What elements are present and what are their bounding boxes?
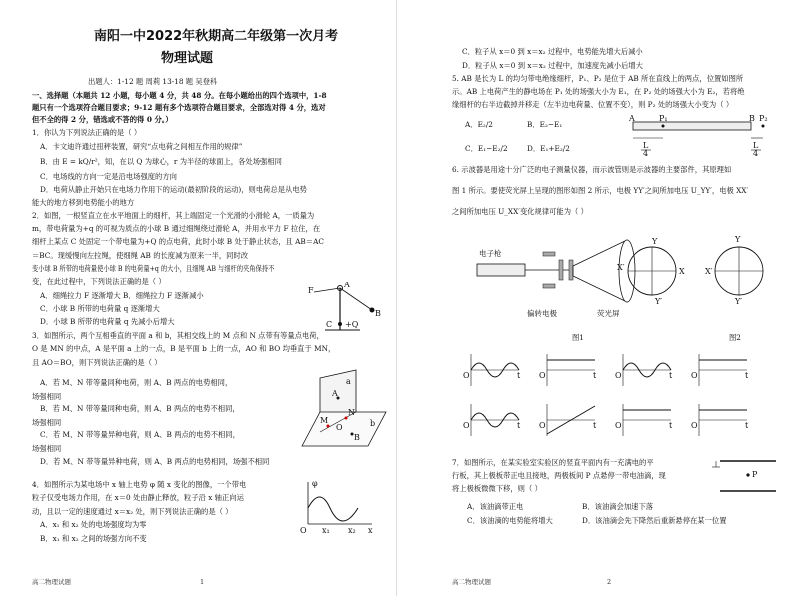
svg-text:A: A bbox=[344, 282, 350, 289]
section-1-line-3: 但不全的得 2 分，错选或不答的得 0 分。） bbox=[32, 115, 173, 124]
svg-text:O: O bbox=[615, 421, 622, 430]
svg-text:t: t bbox=[669, 371, 673, 380]
q3-option-c: C．若 M、N 带等量异种电荷，则 A、B 两点的电势不相同， bbox=[40, 430, 240, 439]
svg-text:B: B bbox=[354, 433, 360, 442]
q6-line-2: 图 1 所示。要使荧光屏上呈现的图形如图 2 所示，电极 YY′之间所加电压 U_YY′，电极 XX′ bbox=[452, 186, 749, 195]
q6-answer-graphs bbox=[459, 350, 769, 450]
svg-text:Y′: Y′ bbox=[735, 297, 743, 306]
q3-option-c-cont: 场强相同 bbox=[32, 444, 62, 453]
q4-option-d: D．粒子从 x＝0 到 x＝x₂ 过程中，加速度先减小后增大 bbox=[462, 61, 643, 70]
q5-option-b: B．E₂−E₁ bbox=[527, 120, 563, 129]
svg-text:4: 4 bbox=[753, 149, 759, 158]
svg-text:b: b bbox=[370, 419, 376, 428]
svg-text:F: F bbox=[308, 286, 314, 295]
q3-figure bbox=[290, 368, 390, 458]
q3-option-d: D．若 M、N 带等量异种电荷，则 A、B 两点的电势相同，场强不相同 bbox=[40, 457, 270, 466]
graph-d-uxx bbox=[691, 404, 749, 436]
q4-option-c: C．粒子从 x＝0 到 x＝x₂ 过程中，电势能先增大后减小 bbox=[462, 47, 643, 56]
q7-option-b: B．该油滴会加速下落 bbox=[582, 502, 654, 511]
svg-text:N: N bbox=[348, 408, 355, 417]
q5-figure bbox=[627, 114, 772, 158]
section-1-line-2: 题只有一个选项符合题目要求；9-12 题有多个选项符合题目要求，全部选对得 4 分，选对 bbox=[32, 103, 326, 112]
footer-label: 高二物理试题 bbox=[452, 578, 491, 586]
svg-text:t: t bbox=[593, 371, 597, 380]
author-line: 出题人：1-12 题 周莉 13-18 题 吴登科 bbox=[88, 77, 218, 86]
fig1-screen-label: 荧光屏 bbox=[597, 309, 620, 318]
svg-text:x₂: x₂ bbox=[348, 526, 356, 535]
svg-text:+Q: +Q bbox=[345, 320, 359, 329]
q1-option-d: D．电荷从静止开始只在电场力作用下的运动(最初阶段的运动)，则电荷总是从电势 bbox=[40, 185, 307, 194]
svg-text:B: B bbox=[749, 114, 755, 123]
svg-text:O: O bbox=[336, 423, 343, 432]
q2-line-1: 2．如图，一根竖直立在水平地面上的细杆，其上端固定一个光滑的小滑轮 A，一质量为 bbox=[32, 211, 315, 220]
svg-text:X: X bbox=[679, 267, 685, 276]
q4-option-a: A．x₁ 和 x₂ 处的电场强度均为零 bbox=[40, 520, 147, 529]
q3-option-b-cont: 场强相同 bbox=[32, 418, 62, 427]
fig1-gun-label: 电子枪 bbox=[479, 249, 502, 258]
svg-text:B: B bbox=[375, 309, 381, 318]
svg-text:a: a bbox=[346, 377, 351, 386]
q2-line-5: 变小球 B 所带的电荷量使小球 B 的电荷量+q 的大小，且细绳 AB 与细杆的夹角保持不 bbox=[32, 264, 275, 273]
svg-text:x: x bbox=[368, 526, 373, 535]
svg-text:X′: X′ bbox=[617, 263, 625, 272]
svg-text:t: t bbox=[517, 371, 521, 380]
q3-option-b: B．若 M、N 带等量同种电荷，则 A、B 两点的电势不相同， bbox=[40, 404, 240, 413]
svg-text:X′: X′ bbox=[705, 267, 713, 276]
svg-text:P: P bbox=[752, 470, 758, 479]
q5-option-d: D．E₁+E₂/2 bbox=[527, 144, 570, 153]
fig1-plates-label: 偏转电极 bbox=[527, 309, 557, 318]
exam-page-2 bbox=[397, 0, 794, 596]
svg-text:O: O bbox=[691, 371, 698, 380]
q3-option-a-cont: 场强相同 bbox=[32, 392, 62, 401]
graph-a-uxx bbox=[463, 404, 521, 436]
svg-text:φ: φ bbox=[312, 479, 318, 488]
svg-text:O: O bbox=[300, 526, 307, 535]
q5-line-1: 5. AB 是长为 L 的均匀带电绝缘细杆，P₁、P₂ 是位于 AB 所在直线上的两点，位置如图所 bbox=[452, 74, 744, 83]
svg-text:t: t bbox=[593, 421, 597, 430]
q6-line-1: 6. 示波器是用途十分广泛的电子测量仪器，而示波管则是示波器的主要部件，其原理如 bbox=[452, 165, 732, 174]
q3-line-3: 且 AO＝BO，则下列说法正确的是（ ） bbox=[32, 358, 162, 367]
q2-option-ab: A．细绳拉力 F 逐渐增大 B．细绳拉力 F 逐渐减小 bbox=[40, 291, 204, 300]
q2-line-4: ＝BC。现缓慢向左拉绳，使细绳 AB 的长度减为原来一半，同时改 bbox=[32, 251, 249, 260]
q6-oscilloscope-figure bbox=[457, 226, 767, 326]
q3-option-a: A．若 M、N 带等量同种电荷，则 A、B 两点的电势相同， bbox=[40, 378, 233, 387]
svg-text:x₁: x₁ bbox=[322, 526, 330, 535]
svg-text:A: A bbox=[629, 114, 635, 123]
svg-text:O: O bbox=[615, 371, 622, 380]
page-number: 1 bbox=[200, 578, 205, 586]
q2-line-2: m，带电荷量为+q 的可视为质点的小球 B 通过细绳绕过滑轮 A，并用水平力 F 拉住，在 bbox=[32, 224, 321, 233]
svg-text:O: O bbox=[463, 421, 470, 430]
svg-text:t: t bbox=[745, 371, 749, 380]
svg-text:t: t bbox=[669, 421, 673, 430]
q5-option-c: C．E₁−E₂/2 bbox=[465, 144, 508, 153]
graph-b-uyy bbox=[539, 354, 597, 386]
q1-option-b: B．由 E = kQ/r²，知，在以 Q 为球心，r 为半径的球面上，各处场强相同 bbox=[40, 157, 282, 166]
graph-a-uyy bbox=[463, 354, 521, 386]
q4-line-2: 粒子仅受电场力作用，在 x＝0 处由静止释放，粒子沿 x 轴正向运 bbox=[32, 493, 244, 502]
svg-text:L: L bbox=[753, 141, 759, 150]
exam-subtitle: 物理试题 bbox=[161, 51, 214, 66]
footer-label: 高二物理试题 bbox=[32, 578, 71, 586]
q6-line-3: 之间所加电压 U_XX′变化规律可能为（ ） bbox=[452, 207, 588, 216]
q5-line-3: 缘细杆的右半边截掉并移走（左半边电荷量、位置不变），则 P₂ 处的场强大小变为（ ） bbox=[452, 100, 734, 109]
svg-text:t: t bbox=[745, 421, 749, 430]
svg-text:P₂: P₂ bbox=[759, 114, 768, 123]
q4-figure bbox=[296, 478, 376, 536]
q5-option-a: A．E₂/2 bbox=[465, 120, 493, 129]
exam-title: 南阳一中2022年秋期高二年级第一次月考 bbox=[94, 29, 339, 44]
q7-line-2: 行板，其上极板带正电且接地，两极板间 P 点悬停一带电油滴，现 bbox=[452, 471, 666, 480]
q1-stem: 1．你认为下列说法正确的是（ ） bbox=[32, 128, 142, 137]
page-number: 2 bbox=[607, 578, 612, 586]
q2-line-3: 细杆上某点 C 处固定一个带电量为+Q 的点电荷，此时小球 B 处于静止状态，且 AB＝AC bbox=[32, 237, 324, 246]
q7-option-a: A．该油滴带正电 bbox=[467, 502, 524, 511]
q4-option-b: B．x₁ 和 x₂ 之间的场强方向不变 bbox=[40, 534, 147, 543]
fig2-caption: 图2 bbox=[729, 333, 741, 342]
q7-option-d: D．该油滴会先下降然后重新悬停在某一位置 bbox=[582, 516, 727, 525]
q7-line-3: 将上极板微微下移，则（ ） bbox=[452, 484, 542, 493]
q1-option-c: C．电场线的方向一定是沿电场强度的方向 bbox=[40, 172, 177, 181]
q7-line-1: 7．如图所示，在某实验室实验区的竖直平面内有一充满电的平 bbox=[452, 458, 654, 467]
graph-c-uyy bbox=[615, 354, 673, 386]
q2-option-d: D．小球 B 所带的电荷量 q 先减小后增大 bbox=[40, 317, 175, 326]
svg-text:Y′: Y′ bbox=[655, 297, 663, 306]
svg-text:t: t bbox=[517, 421, 521, 430]
svg-text:M: M bbox=[320, 416, 329, 425]
graph-c-uxx bbox=[615, 404, 673, 436]
svg-text:O: O bbox=[539, 371, 546, 380]
q1-option-d-cont: 能大的地方移到电势能小的地方 bbox=[32, 198, 135, 207]
svg-text:C: C bbox=[326, 320, 333, 329]
graph-b-uxx bbox=[539, 404, 597, 436]
q3-line-1: 3．如图所示，两个互相垂直的平面 a 和 b，其相交线上的 M 点和 N 点带有等量点电荷， bbox=[32, 331, 324, 340]
svg-text:P₁: P₁ bbox=[659, 114, 668, 123]
q1-option-a: A．卡文迪许通过扭秤装置，研究“点电荷之间相互作用的规律” bbox=[40, 142, 243, 151]
q4-line-3: 动，且以一定的速度通过 x＝x₂ 处，则下列说法正确的是（ ） bbox=[32, 507, 233, 516]
svg-text:O: O bbox=[463, 371, 470, 380]
svg-text:A: A bbox=[332, 389, 338, 398]
q3-line-2: O 是 MN 的中点，A 是平面 a 上的一点，B 是平面 b 上的一点，AO 和 BO 均垂直于 MN， bbox=[32, 344, 336, 353]
section-1-line-1: 一、选择题（本题共 12 小题，每小题 4 分，共 48 分。在每小题给出的四个选项中，1-8 bbox=[32, 91, 327, 100]
graph-d-uyy bbox=[691, 354, 749, 386]
q5-line-2: 示。AB 上电荷产生的静电场在 P₁ 处的场强大小为 E₁，在 P₂ 处的场强大小为 E₂，若将绝 bbox=[452, 87, 745, 96]
q2-line-6: 变，在此过程中，下列说法正确的是（ ） bbox=[32, 277, 166, 286]
svg-text:L: L bbox=[643, 141, 649, 150]
svg-text:Y: Y bbox=[652, 237, 658, 246]
svg-text:O: O bbox=[691, 421, 698, 430]
svg-text:Y: Y bbox=[735, 235, 741, 244]
q2-option-c: C．小球 B 所带的电荷量 q 逐渐增大 bbox=[40, 304, 160, 313]
q7-option-c: C．该油滴的电势能将增大 bbox=[467, 516, 553, 525]
q7-capacitor-figure bbox=[712, 455, 782, 500]
q4-line-1: 4．如图所示为某电场中 x 轴上电势 φ 随 x 变化的图像，一个带电 bbox=[32, 480, 247, 489]
svg-text:4: 4 bbox=[643, 149, 649, 158]
svg-text:O: O bbox=[539, 421, 546, 430]
fig1-caption: 图1 bbox=[572, 333, 584, 342]
